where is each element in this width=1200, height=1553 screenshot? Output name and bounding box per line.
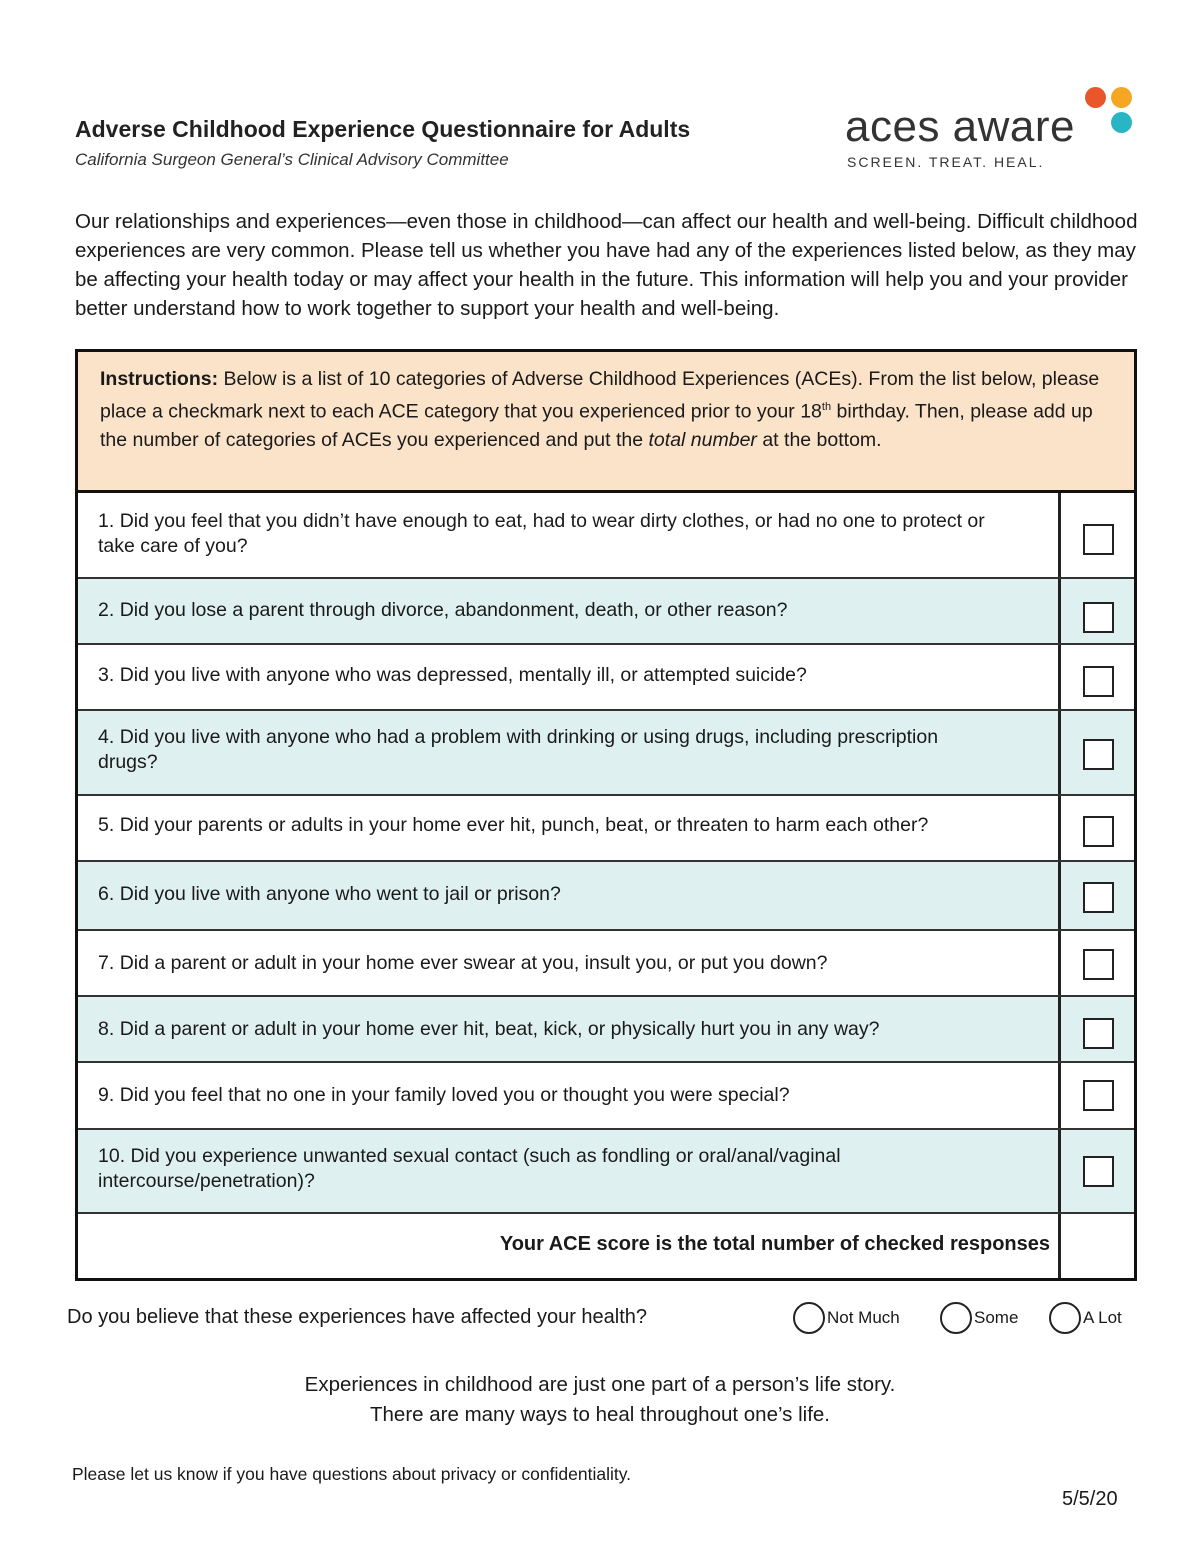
question-text [98, 1017, 998, 1042]
row-divider [1058, 645, 1061, 709]
option-not-much[interactable] [793, 1298, 900, 1338]
row-divider [1058, 1063, 1061, 1128]
question-label: Did a parent or adult in your home ever swear at you, insult you, or put you down? [119, 952, 828, 974]
question-text [98, 882, 998, 907]
score-row [78, 1214, 1134, 1278]
instructions-box [75, 349, 1137, 493]
question-number: 5. [98, 814, 115, 836]
question-label: Did you feel that you didn’t have enough to eat, had to wear dirty clothes, or had no one to protect or take care of you? [98, 510, 985, 557]
question-2-checkbox[interactable] [1083, 602, 1114, 633]
question-number: 6. [98, 883, 115, 905]
question-label: Did you feel that no one in your family loved you or thought you were special? [119, 1084, 790, 1106]
question-label: Did you live with anyone who went to jail or prison? [119, 883, 561, 905]
question-row-5 [78, 796, 1134, 862]
question-4-checkbox[interactable] [1083, 739, 1114, 770]
instructions-label: Instructions: [100, 368, 219, 390]
row-divider [1058, 579, 1061, 643]
question-7-checkbox[interactable] [1083, 949, 1114, 980]
radio-a-lot[interactable] [1049, 1302, 1081, 1334]
option-label: A Lot [1083, 1308, 1122, 1327]
privacy-note: Please let us know if you have questions about privacy or confidentiality. [72, 1464, 632, 1484]
option-some[interactable] [940, 1298, 1018, 1338]
row-divider [1058, 493, 1061, 577]
question-row-3 [78, 645, 1134, 711]
score-label: Your ACE score is the total number of checked responses [499, 1233, 1050, 1255]
instructions-superscript: th [821, 401, 832, 413]
page-title: Adverse Childhood Experience Questionnaire for Adults [75, 116, 691, 142]
question-number: 3. [98, 664, 115, 686]
row-divider [1058, 862, 1061, 929]
option-a-lot[interactable] [1049, 1298, 1122, 1338]
instructions-text-1: Below is a list of 10 categories of Adverse Childhood Experiences (ACEs). From the list below, please place a checkmark next to each ACE category that you experienced prior to your 18 [100, 368, 1100, 423]
question-8-checkbox[interactable] [1083, 1018, 1114, 1049]
question-number: 7. [98, 952, 115, 974]
question-row-6 [78, 862, 1134, 931]
closing-line-2: There are many ways to heal throughout one’s life. [370, 1403, 830, 1426]
closing-line-1: Experiences in childhood are just one part of a person’s life story. [304, 1373, 896, 1396]
row-divider [1058, 931, 1061, 995]
question-label: Did you experience unwanted sexual contact (such as fondling or oral/anal/vaginal intercourse/penetration)? [98, 1145, 841, 1192]
score-input[interactable] [1061, 1214, 1134, 1278]
question-number: 4. [98, 726, 115, 748]
question-label: Did you live with anyone who was depressed, mentally ill, or attempted suicide? [119, 664, 807, 686]
instructions-emphasis: total number [648, 428, 757, 451]
question-row-4 [78, 711, 1134, 796]
question-label: Did you live with anyone who had a problem with drinking or using drugs, including prescription drugs? [98, 726, 939, 773]
question-text [98, 951, 998, 976]
option-label: Some [974, 1308, 1019, 1327]
question-5-checkbox[interactable] [1083, 816, 1114, 847]
question-6-checkbox[interactable] [1083, 882, 1114, 913]
option-label: Not Much [827, 1308, 900, 1327]
row-divider [1058, 711, 1061, 794]
question-text [98, 1083, 998, 1108]
intro-paragraph: Our relationships and experiences—even those in childhood—can affect our health and well-being. Difficult childhood experiences are very common. Please tell us whether you have had any of the experiences listed below, as they may be affecting your health today or may affect your health in the future. This information will help you and your provider better understand how to work together to support your health and well-being. [75, 210, 1138, 320]
row-divider [1058, 796, 1061, 860]
question-text [98, 663, 998, 688]
form-date: 5/5/20 [1062, 1488, 1118, 1510]
question-row-8 [78, 997, 1134, 1063]
question-9-checkbox[interactable] [1083, 1080, 1114, 1111]
question-text [98, 1144, 998, 1194]
question-label: Did a parent or adult in your home ever hit, beat, kick, or physically hurt you in any way? [119, 1018, 880, 1040]
question-row-7 [78, 931, 1134, 997]
row-divider [1058, 1130, 1061, 1212]
question-row-9 [78, 1063, 1134, 1130]
question-text [98, 813, 998, 838]
health-question: Do you believe that these experiences have affected your health? [67, 1306, 648, 1328]
question-number: 1. [98, 510, 115, 532]
logo-dot-yellow [1111, 87, 1132, 108]
logo-dot-orange [1085, 87, 1106, 108]
question-number: 8. [98, 1018, 115, 1040]
question-text [98, 725, 998, 775]
logo-tagline: SCREEN. TREAT. HEAL. [847, 154, 1045, 170]
question-label: Did you lose a parent through divorce, abandonment, death, or other reason? [119, 599, 788, 621]
question-label: Did your parents or adults in your home ever hit, punch, beat, or threaten to harm each other? [119, 814, 929, 836]
row-divider [1058, 997, 1061, 1061]
question-number: 9. [98, 1084, 115, 1106]
question-number: 2. [98, 599, 115, 621]
radio-some[interactable] [940, 1302, 972, 1334]
question-row-10 [78, 1130, 1134, 1214]
aces-aware-logo [845, 82, 1145, 182]
question-10-checkbox[interactable] [1083, 1156, 1114, 1187]
question-text [98, 598, 998, 623]
question-1-checkbox[interactable] [1083, 524, 1114, 555]
logo-wordmark: aces aware [845, 102, 1076, 151]
instructions-text-3: at the bottom. [756, 428, 882, 451]
question-row-1 [78, 493, 1134, 579]
page-subtitle: California Surgeon General’s Clinical Advisory Committee [75, 150, 509, 169]
logo-dot-teal [1111, 112, 1132, 133]
question-3-checkbox[interactable] [1083, 666, 1114, 697]
radio-not-much[interactable] [793, 1302, 825, 1334]
question-text [98, 509, 998, 559]
instructions-text-2: birthday. Then, please add up the number of categories of ACEs you experienced and put the [100, 400, 1093, 451]
question-number: 10. [98, 1145, 126, 1167]
question-row-2 [78, 579, 1134, 645]
